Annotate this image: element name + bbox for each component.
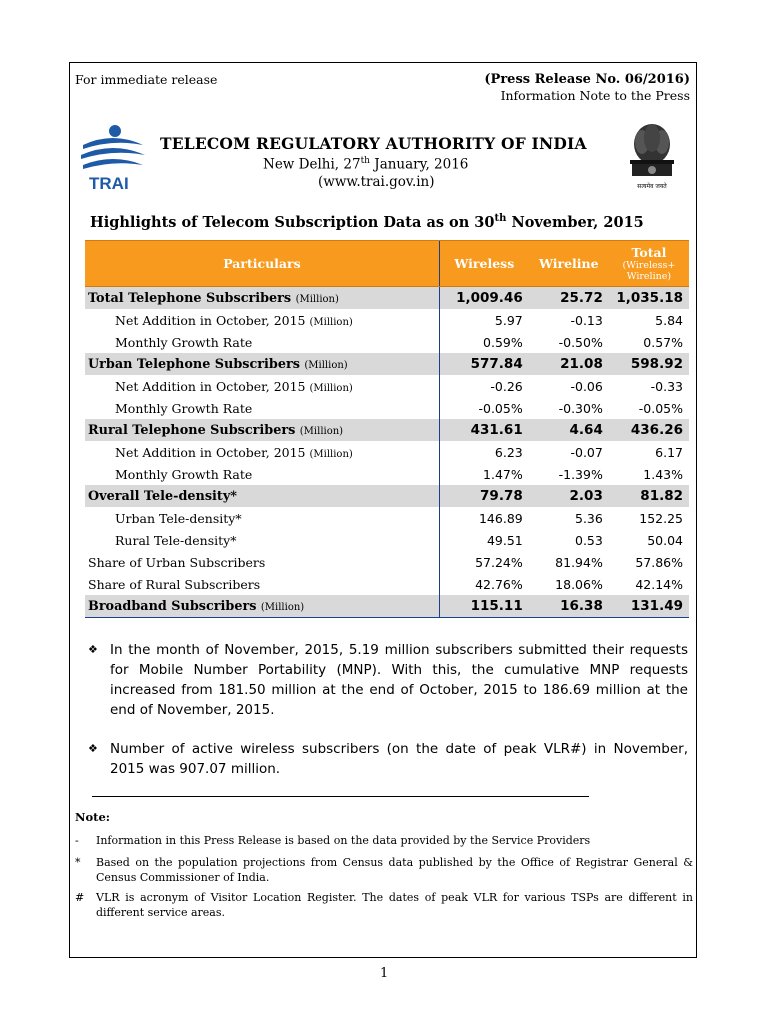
note-marker: * (75, 856, 81, 869)
cell-wireline: 0.53 (575, 532, 603, 548)
row-label (85, 419, 439, 441)
row-label-text: Rural Telephone Subscribers (88, 422, 296, 438)
cell-wireline: -0.50% (558, 334, 603, 350)
cell-total: 5.84 (655, 312, 683, 328)
cell-wireline: 25.72 (529, 287, 609, 310)
row-label-text: Monthly Growth Rate (115, 334, 253, 350)
row-unit: (Million) (299, 425, 344, 437)
emblem-caption: सत्यमेव जयते (637, 183, 667, 190)
row-label (85, 309, 439, 331)
row-label (85, 441, 439, 463)
row-label (85, 595, 439, 618)
bullet-mnp (88, 640, 688, 720)
cell-wireline: 16.38 (529, 595, 609, 618)
row-label-text: Net Addition in October, 2015 (115, 312, 306, 328)
row-label-text: Share of Urban Subscribers (88, 554, 266, 570)
cell-wireless: -0.05% (439, 397, 528, 419)
cell-total: -0.33 (650, 378, 683, 394)
cell-wireline: -0.13 (570, 312, 603, 328)
table-row (85, 375, 689, 397)
row-label (85, 485, 439, 507)
bullet-vlr-text: Number of active wireless subscribers (on the date of peak VLR#) in November, 2015 was 907.07 million. (110, 741, 688, 777)
diamond-bullet-icon: ❖ (88, 643, 98, 656)
row-label-text: Rural Tele-density* (115, 532, 237, 548)
row-label (85, 551, 439, 573)
note-item (75, 856, 693, 885)
table-row (85, 353, 689, 375)
row-label-text: Net Addition in October, 2015 (115, 378, 306, 394)
national-emblem-icon (626, 120, 678, 192)
note-text: Information in this Press Release is based on the data provided by the Service Providers (96, 834, 591, 847)
cell-wireline: 81.94% (555, 554, 603, 570)
table-header-row (85, 241, 689, 287)
cell-wireless: 146.89 (439, 507, 528, 529)
cell-total: 598.92 (609, 353, 689, 375)
cell-total: 42.14% (635, 576, 683, 592)
info-note: Information Note to the Press (500, 88, 690, 103)
row-unit: (Million) (260, 601, 305, 613)
row-unit: (Million) (309, 382, 353, 394)
row-label (85, 529, 439, 551)
cell-wireline: -0.30% (558, 400, 603, 416)
table-row (85, 551, 689, 573)
row-label-text: Monthly Growth Rate (115, 400, 253, 416)
row-label (85, 287, 439, 310)
row-label-text: Urban Telephone Subscribers (88, 356, 300, 372)
cell-wireless: 1,009.46 (439, 287, 528, 310)
cell-wireless: 1.47% (439, 463, 528, 485)
cell-wireline: 2.03 (529, 485, 609, 507)
diamond-bullet-icon: ❖ (88, 742, 98, 755)
table-row (85, 397, 689, 419)
cell-wireless: 6.23 (439, 441, 528, 463)
cell-wireline: -1.39% (558, 466, 603, 482)
table-body (85, 287, 689, 618)
row-label-text: Urban Tele-density* (115, 510, 242, 526)
headline (90, 213, 644, 231)
cell-total: 0.57% (643, 334, 683, 350)
table-row (85, 331, 689, 353)
header-wireline: Wireline (529, 241, 609, 287)
row-label (85, 375, 439, 397)
row-unit: (Million) (309, 316, 353, 328)
headline-prefix: Highlights of Telecom Subscription Data as on 30 (90, 213, 495, 231)
note-text: Based on the population projections from Census data published by the Office of Registrar General & Census Commissioner of India. (96, 856, 693, 884)
header-particulars: Particulars (85, 241, 439, 287)
row-unit: (Million) (295, 293, 339, 305)
cell-wireless: 0.59% (439, 331, 528, 353)
cell-total: 1,035.18 (609, 287, 689, 310)
note-item (75, 834, 693, 849)
row-unit: (Million) (309, 448, 353, 460)
trai-logo (77, 123, 149, 193)
place-date-prefix: New Delhi, 27 (263, 156, 361, 173)
row-label-text: Monthly Growth Rate (115, 466, 253, 482)
table-row (85, 419, 689, 441)
headline-suffix: November, 2015 (506, 213, 644, 231)
table-row (85, 463, 689, 485)
page-number: 1 (380, 966, 389, 981)
place-date-sup: th (360, 156, 370, 166)
press-release-number: (Press Release No. 06/2016) (484, 72, 690, 87)
note-marker: - (75, 834, 79, 847)
table-row (85, 441, 689, 463)
place-date-suffix: January, 2016 (369, 156, 469, 173)
place-date (263, 156, 468, 173)
cell-wireline: 4.64 (529, 419, 609, 441)
trai-logo-text: TRAI (89, 174, 129, 193)
cell-wireless: 115.11 (439, 595, 528, 618)
cell-wireless: 49.51 (439, 529, 528, 551)
website: (www.trai.gov.in) (318, 174, 435, 190)
cell-total: 1.43% (643, 466, 683, 482)
table-row (85, 507, 689, 529)
note-text: VLR is acronym of Visitor Location Register. The dates of peak VLR for various TSPs are different in different service areas. (96, 891, 693, 919)
bullet-vlr (88, 739, 688, 779)
table-row (85, 529, 689, 551)
header-wireless: Wireless (439, 241, 528, 287)
row-label (85, 507, 439, 529)
note-item (75, 891, 693, 920)
row-label-text: Overall Tele-density* (88, 488, 237, 504)
table-row (85, 309, 689, 331)
row-label (85, 573, 439, 595)
cell-wireline: 18.06% (555, 576, 603, 592)
row-label (85, 463, 439, 485)
cell-total: 131.49 (609, 595, 689, 618)
cell-total: 6.17 (655, 444, 683, 460)
cell-wireline: 5.36 (575, 510, 603, 526)
table-row (85, 287, 689, 310)
bullet-mnp-text: In the month of November, 2015, 5.19 million subscribers submitted their requests for Mobile Number Portability (MNP). With this, the cumulative MNP requests increased from 181.50 million at the end of October, 2015 to 186.69 million at the end of November, 2015. (110, 642, 688, 718)
separator-line (92, 796, 589, 797)
row-label-text: Broadband Subscribers (88, 598, 257, 614)
row-label-text: Total Telephone Subscribers (88, 290, 292, 306)
table-row (85, 485, 689, 507)
note-marker: # (75, 891, 85, 904)
cell-wireline: -0.07 (570, 444, 603, 460)
note-title: Note: (75, 810, 111, 824)
table-row (85, 573, 689, 595)
cell-wireless: 42.76% (439, 573, 528, 595)
cell-total: -0.05% (638, 400, 683, 416)
cell-wireless: 5.97 (439, 309, 528, 331)
cell-wireless: 431.61 (439, 419, 528, 441)
cell-total: 50.04 (647, 532, 683, 548)
row-label-text: Net Addition in October, 2015 (115, 444, 306, 460)
header-total-label: Total (631, 245, 667, 260)
row-label-text: Share of Rural Subscribers (88, 576, 261, 592)
cell-total: 81.82 (609, 485, 689, 507)
organization-name: TELECOM REGULATORY AUTHORITY OF INDIA (160, 134, 587, 153)
release-label: For immediate release (75, 72, 218, 87)
row-unit: (Million) (304, 359, 348, 371)
cell-total: 57.86% (635, 554, 683, 570)
header-total (609, 241, 689, 287)
header-total-sub: (Wireless+ Wireline) (622, 260, 676, 282)
cell-wireless: 577.84 (439, 353, 528, 375)
cell-total: 436.26 (609, 419, 689, 441)
cell-total: 152.25 (639, 510, 683, 526)
row-label (85, 331, 439, 353)
cell-wireless: 79.78 (439, 485, 528, 507)
cell-wireline: -0.06 (570, 378, 603, 394)
cell-wireline: 21.08 (529, 353, 609, 375)
row-label (85, 397, 439, 419)
table-row (85, 595, 689, 618)
cell-wireless: 57.24% (439, 551, 528, 573)
headline-sup: th (494, 213, 507, 224)
cell-wireless: -0.26 (439, 375, 528, 397)
subscription-table (85, 240, 689, 618)
row-label (85, 353, 439, 375)
